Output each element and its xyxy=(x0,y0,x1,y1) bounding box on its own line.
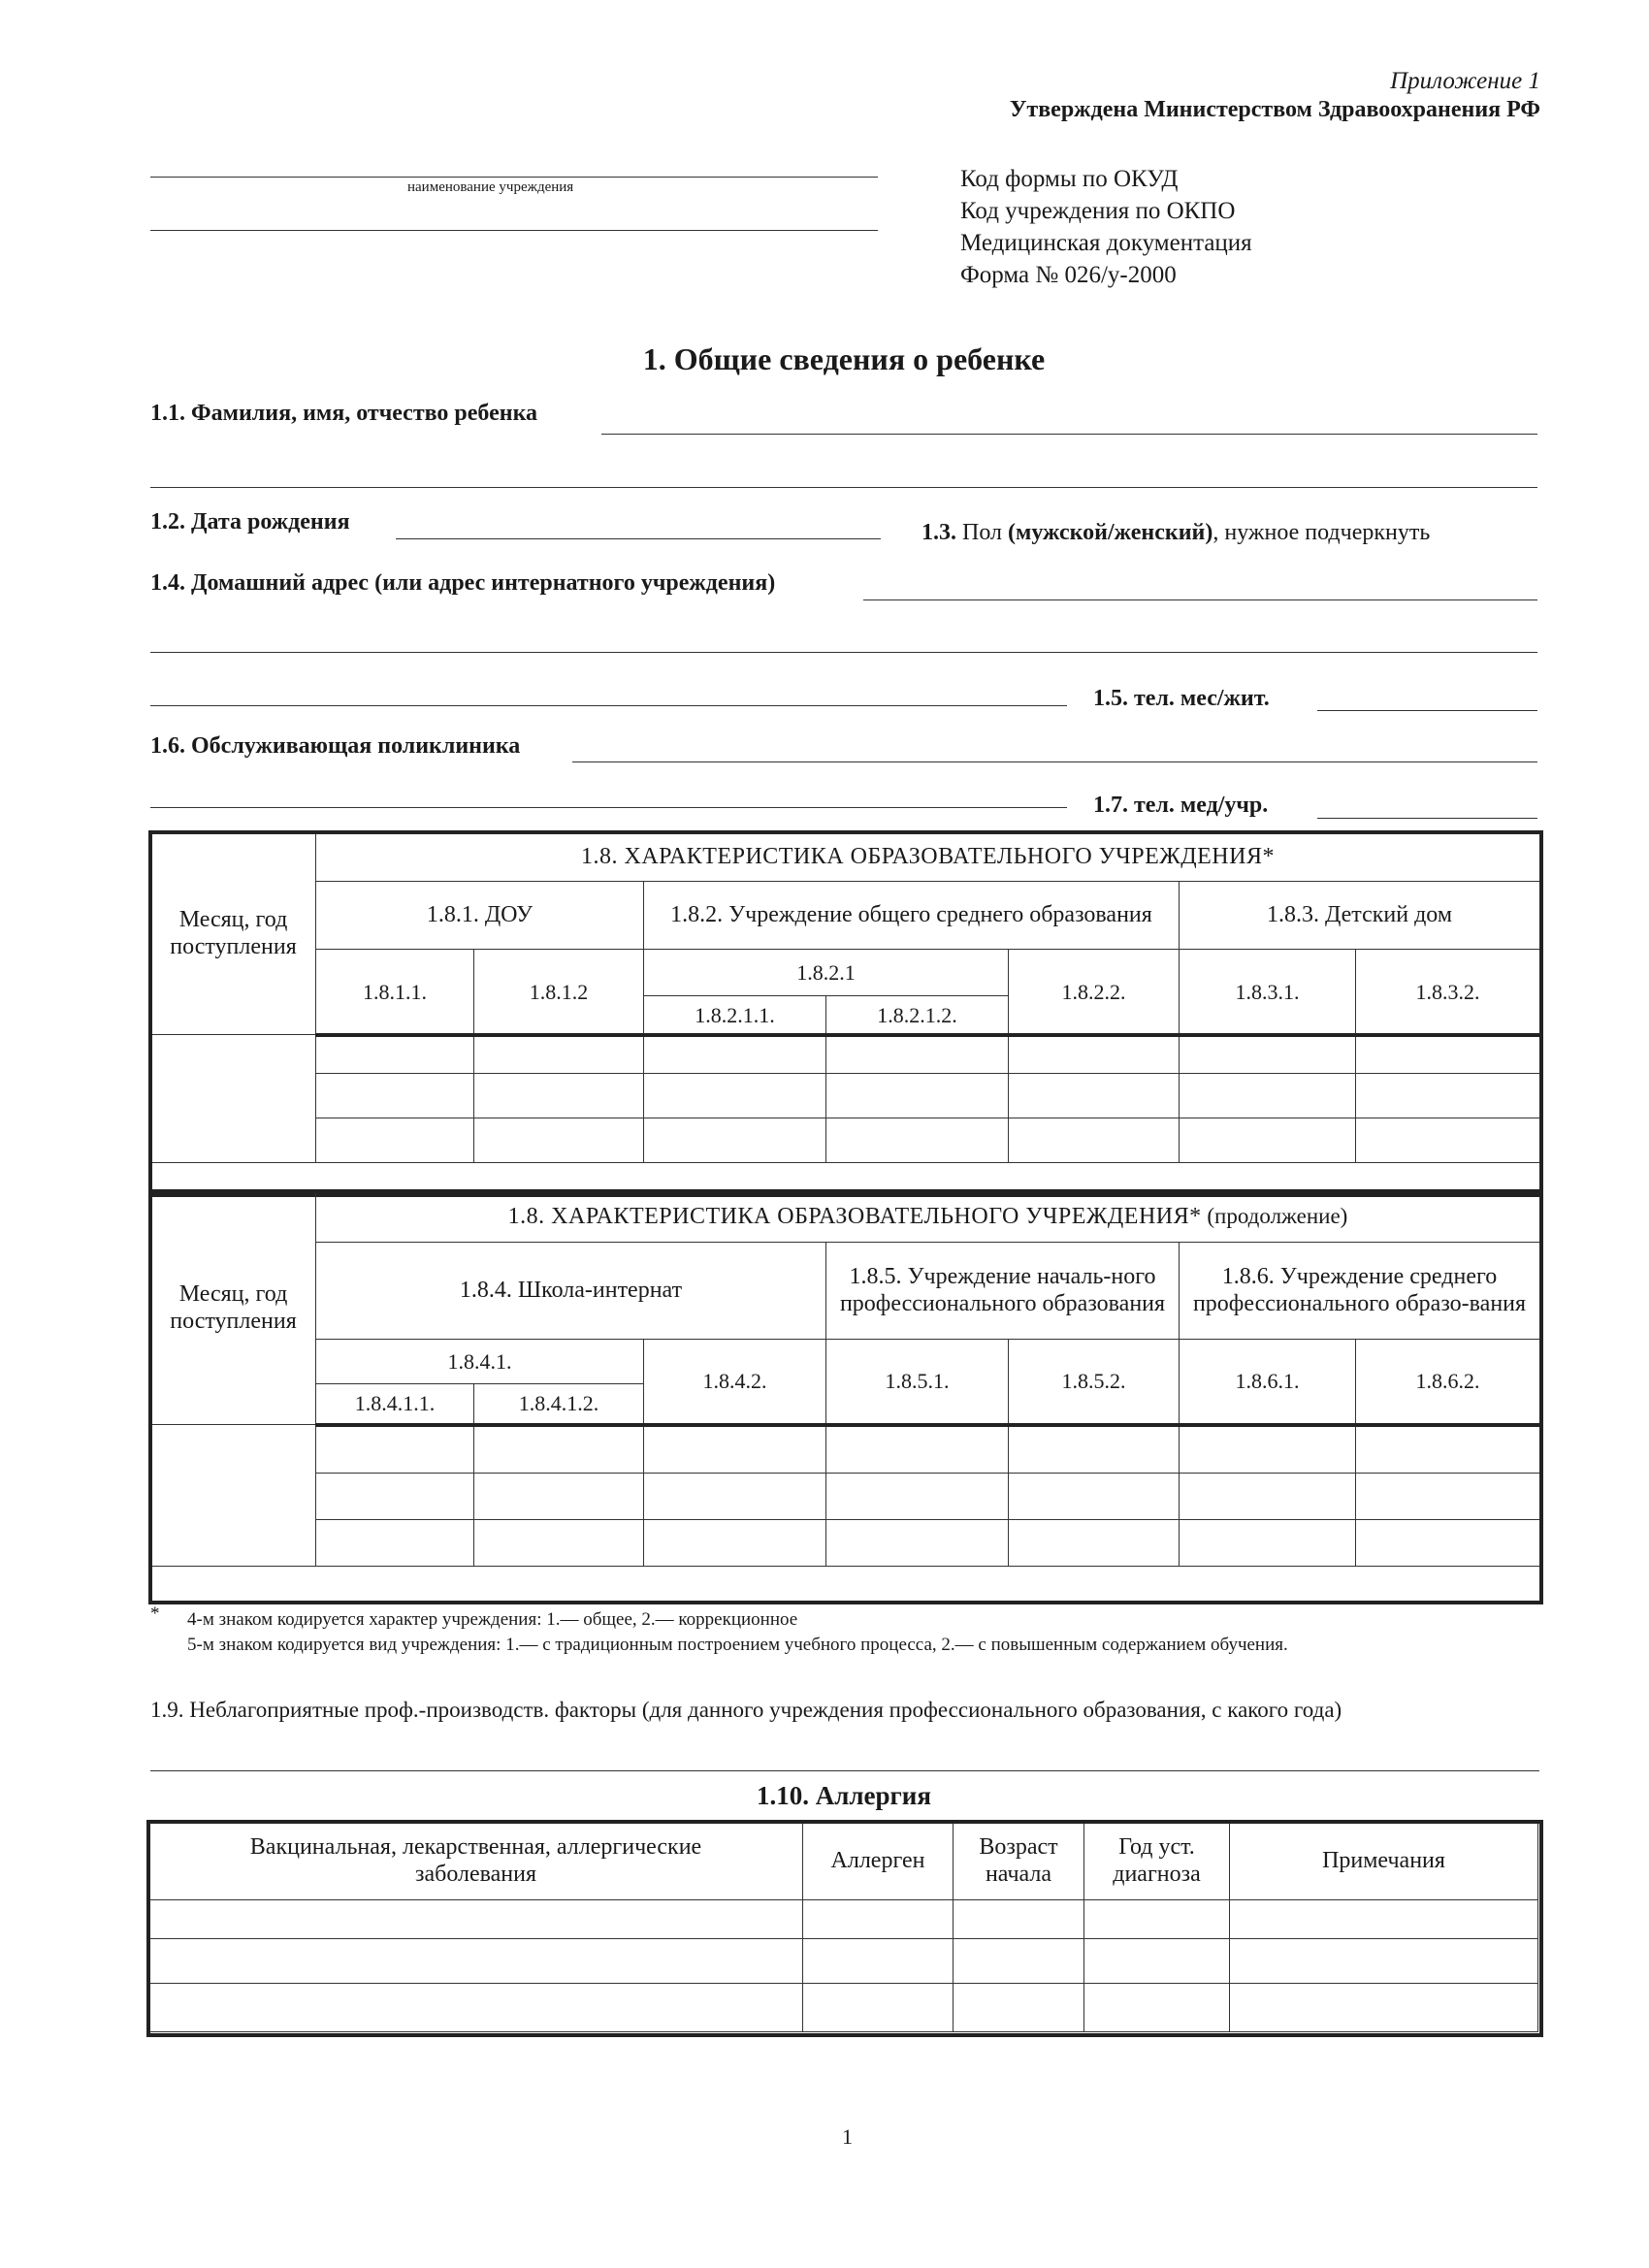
footnote-line-1: 4-м знаком кодируется характер учреждения: 1.— общее, 2.— коррекционное xyxy=(187,1609,798,1630)
child-name-field-2[interactable] xyxy=(150,487,1537,488)
home-phone-field[interactable] xyxy=(1317,710,1537,711)
okud-code-label: Код формы по ОКУД xyxy=(960,166,1179,192)
allergy-col-diseases: Вакцинальная, лекарственная, аллергические заболевания xyxy=(149,1823,803,1900)
home-address-label: 1.4. Домашний адрес (или адрес интернатного учреждения) xyxy=(150,570,776,596)
sex-label: 1.3. Пол (мужской/женский), нужное подчеркнуть xyxy=(922,520,1431,545)
med-doc-label: Медицинская документация xyxy=(960,230,1252,256)
allergy-col-diagnosis-year: Год уст. диагноза xyxy=(1084,1823,1230,1900)
birth-date-label: 1.2. Дата рождения xyxy=(150,509,350,535)
education-table-2 xyxy=(150,1191,1540,1567)
form-codes xyxy=(960,163,1252,291)
allergy-col-notes: Примечания xyxy=(1230,1823,1538,1900)
secondary-vocational-header: 1.8.6. Учреждение среднего профессионального образо-вания xyxy=(1180,1243,1540,1340)
col-1-8-5-1: 1.8.5.1. xyxy=(826,1340,1009,1425)
clinic-field[interactable] xyxy=(572,761,1537,762)
col-1-8-1-2: 1.8.1.2 xyxy=(474,950,644,1035)
okpo-code-label: Код учреждения по ОКПО xyxy=(960,198,1236,224)
hazards-label: 1.9. Неблагоприятные проф.-производств. факторы (для данного учреждения профессионального образования, с какого года) xyxy=(150,1698,1342,1722)
boarding-school-header: 1.8.4. Школа-интернат xyxy=(316,1243,826,1340)
allergy-col-allergen: Аллерген xyxy=(803,1823,954,1900)
institution-name-caption: наименование учреждения xyxy=(407,179,574,195)
col-1-8-3-1: 1.8.3.1. xyxy=(1180,950,1356,1035)
col-1-8-4-1-1: 1.8.4.1.1. xyxy=(316,1384,474,1425)
general-school-header: 1.8.2. Учреждение общего среднего образования xyxy=(644,882,1180,950)
primary-vocational-header: 1.8.5. Учреждение началь-ного профессионального образования xyxy=(826,1243,1180,1340)
allergy-col-onset-age: Возраст начала xyxy=(954,1823,1084,1900)
table-row[interactable] xyxy=(151,1474,1540,1520)
col-1-8-6-2: 1.8.6.2. xyxy=(1356,1340,1540,1425)
section-title: 1. Общие сведения о ребенке xyxy=(642,341,1046,376)
education-table-title-2: 1.8. ХАРАКТЕРИСТИКА ОБРАЗОВАТЕЛЬНОГО УЧРЕЖДЕНИЯ* (продолжение) xyxy=(316,1192,1540,1243)
col-1-8-4-2: 1.8.4.2. xyxy=(644,1340,826,1425)
child-name-label: 1.1. Фамилия, имя, отчество ребенка xyxy=(150,401,538,426)
table-row[interactable] xyxy=(151,1118,1540,1163)
col-1-8-3-2: 1.8.3.2. xyxy=(1356,950,1540,1035)
col-1-8-1-1: 1.8.1.1. xyxy=(316,950,474,1035)
child-name-field[interactable] xyxy=(601,434,1537,435)
clinic-phone-field[interactable] xyxy=(1317,818,1537,819)
table-row[interactable] xyxy=(151,1520,1540,1567)
col-1-8-5-2: 1.8.5.2. xyxy=(1009,1340,1180,1425)
admission-month-label-2: Месяц, год поступления xyxy=(151,1192,316,1425)
table-row[interactable] xyxy=(151,1074,1540,1118)
col-1-8-4-1: 1.8.4.1. xyxy=(316,1340,644,1384)
approval-line: Утверждена Министерством Здравоохранения РФ xyxy=(1009,97,1540,122)
clinic-phone-label: 1.7. тел. мед/учр. xyxy=(1093,793,1269,818)
page-number: 1 xyxy=(842,2124,853,2149)
table-row[interactable] xyxy=(149,1939,1538,1984)
home-phone-label: 1.5. тел. мес/жит. xyxy=(1093,686,1270,711)
table-row[interactable] xyxy=(151,1035,1540,1074)
col-1-8-2-1-1: 1.8.2.1.1. xyxy=(644,996,826,1035)
form-number-label: Форма № 026/у-2000 xyxy=(960,262,1177,288)
home-address-field-2[interactable] xyxy=(150,652,1537,653)
admission-month-label: Месяц, год поступления xyxy=(151,833,316,1035)
birth-date-field[interactable] xyxy=(396,538,881,539)
clinic-field-2[interactable] xyxy=(150,807,1067,808)
institution-name-line xyxy=(150,177,878,178)
institution-name-line-2 xyxy=(150,230,878,231)
allergy-title: 1.10. Аллергия xyxy=(757,1781,931,1810)
education-table-title: 1.8. ХАРАКТЕРИСТИКА ОБРАЗОВАТЕЛЬНОГО УЧРЕЖДЕНИЯ* xyxy=(316,833,1540,882)
table-row[interactable] xyxy=(149,1984,1538,2032)
col-1-8-4-1-2: 1.8.4.1.2. xyxy=(474,1384,644,1425)
allergy-table xyxy=(148,1822,1538,2032)
home-address-field-3[interactable] xyxy=(150,705,1067,706)
col-1-8-2-1: 1.8.2.1 xyxy=(644,950,1009,996)
education-table-1 xyxy=(150,832,1540,1163)
col-1-8-6-1: 1.8.6.1. xyxy=(1180,1340,1356,1425)
annex-label: Приложение 1 xyxy=(1390,68,1540,94)
orphanage-header: 1.8.3. Детский дом xyxy=(1180,882,1540,950)
footnote-line-2: 5-м знаком кодируется вид учреждения: 1.— с традиционным построением учебного процесса, 2.— с повышенным содержанием обучения. xyxy=(187,1635,1288,1655)
table-row[interactable] xyxy=(149,1900,1538,1939)
home-address-field[interactable] xyxy=(863,599,1537,600)
footnote-star: * xyxy=(150,1604,160,1624)
clinic-label: 1.6. Обслуживающая поликлиника xyxy=(150,733,521,759)
col-1-8-2-2: 1.8.2.2. xyxy=(1009,950,1180,1035)
table-row[interactable] xyxy=(151,1425,1540,1474)
hazards-field[interactable] xyxy=(150,1770,1539,1771)
kindergarten-header: 1.8.1. ДОУ xyxy=(316,882,644,950)
col-1-8-2-1-2: 1.8.2.1.2. xyxy=(826,996,1009,1035)
